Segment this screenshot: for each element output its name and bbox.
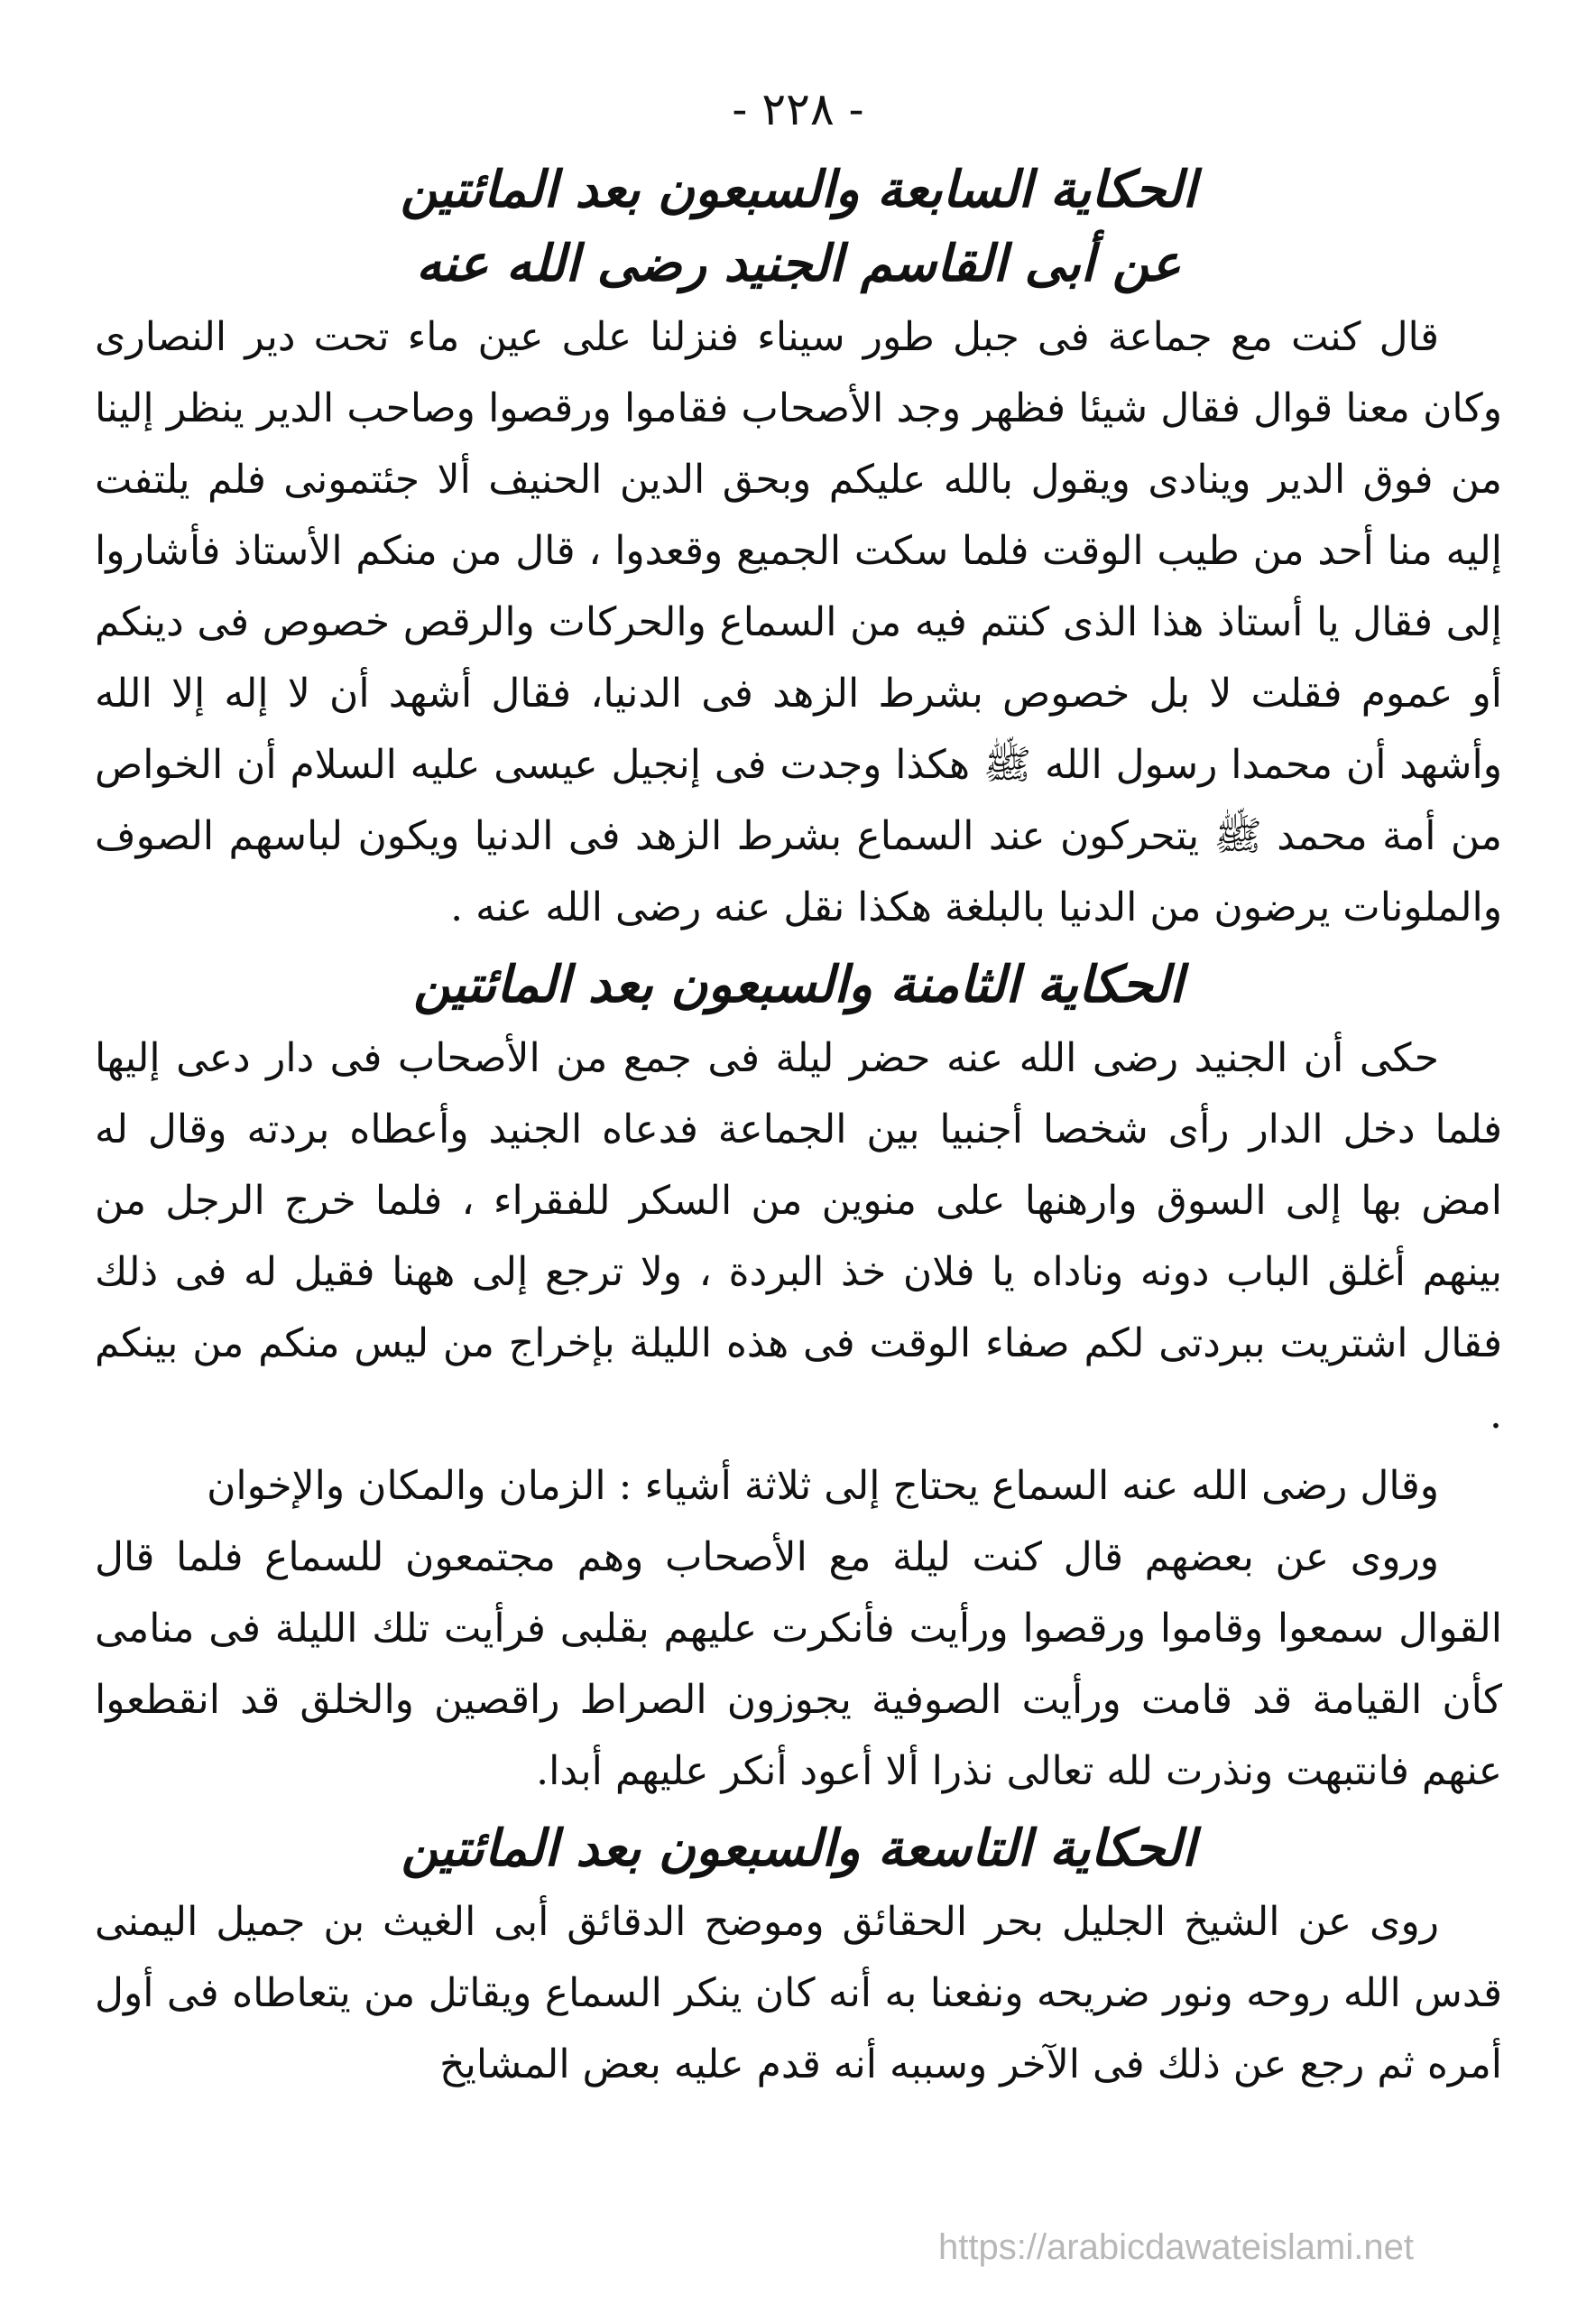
- story-paragraph: وروى عن بعضهم قال كنت ليلة مع الأصحاب وهم مجتمعون للسماع فلما قال القوال سمعوا وقاموا ورقصوا ورأيت فأنكرت عليهم بقلبى فرأيت تلك الليلة فى منامى كأن القيامة قد قامت ورأيت الصوفية يجوزون الصراط راقصين والخلق قد انقطعوا عنهم فانتبهت ونذرت لله تعالى نذرا ألا أعود أنكر عليهم أبدا.: [95, 1534, 1502, 1794]
- story-paragraph: روى عن الشيخ الجليل بحر الحقائق وموضح الدقائق أبى الغيث بن جميل اليمنى قدس الله روحه ونور ضريحه ونفعنا به أنه كان ينكر السماع ويقاتل من يتعاطاه فى أول أمره ثم رجع عن ذلك فى الآخر وسببه أنه قدم عليه بعض المشايخ: [95, 1899, 1502, 2087]
- story-279: [95, 1812, 1502, 2100]
- story-paragraph: قال كنت مع جماعة فى جبل طور سيناء فنزلنا على عين ماء تحت دير النصارى وكان معنا قوال فقال شيئا فظهر وجد الأصحاب فقاموا ورقصوا وصاحب الدير ينظر إلينا من فوق الدير وينادى ويقول بالله عليكم وبحق الدين الحنيف ألا جئتمونى فلم يلتفت إليه منا أحد من طيب الوقت فلما سكت الجميع وقعدوا ، قال من منكم الأستاذ فأشاروا إلى فقال يا أستاذ هذا الذى كنتم فيه من السماع والحركات والرقص خصوص فى دينكم أو عموم فقلت لا بل خصوص بشرط الزهد فى الدنيا، فقال أشهد أن لا إله إلا الله وأشهد أن محمدا رسول الله ﷺ هكذا وجدت فى إنجيل عيسى عليه السلام أن الخواص من أمة محمد ﷺ يتحركون عند السماع بشرط الزهد فى الدنيا ويكون لباسهم الصوف والملونات يرضون من الدنيا بالبلغة هكذا نقل عنه رضى الله عنه .: [95, 314, 1503, 930]
- story-title: الحكاية التاسعة والسبعون بعد المائتين: [401, 1819, 1196, 1878]
- story-277: [95, 153, 1502, 943]
- source-watermark: https://arabicdawateislami.net: [938, 2227, 1414, 2267]
- page-content: [95, 153, 1502, 2100]
- story-title: الحكاية السابعة والسبعون بعد المائتين: [400, 161, 1197, 219]
- story-title: الحكاية الثامنة والسبعون بعد المائتين: [413, 956, 1184, 1014]
- story-paragraph: وقال رضى الله عنه السماع يحتاج إلى ثلاثة أشياء : الزمان والمكان والإخوان: [207, 1463, 1439, 1509]
- page-number: - ٢٢٨ -: [732, 83, 864, 135]
- story-subtitle: عن أبى القاسم الجنيد رضى الله عنه: [416, 235, 1181, 293]
- story-paragraph: حكى أن الجنيد رضى الله عنه حضر ليلة فى جمع من الأصحاب فى دار دعى إليها فلما دخل الدار رأى شخصا أجنبيا بين الجماعة فدعاه الجنيد وأعطاه بردته وقال له امض بها إلى السوق وارهنها على منوين من السكر للفقراء ، فلما خرج الرجل من بينهم أغلق الباب دونه وناداه يا فلان خذ البردة ، ولا ترجع إلى ههنا فقيل له فى ذلك فقال اشتريت ببردتى لكم صفاء الوقت فى هذه الليلة بإخراج من ليس منكم من بينكم .: [95, 1035, 1502, 1438]
- story-278: [95, 949, 1502, 1807]
